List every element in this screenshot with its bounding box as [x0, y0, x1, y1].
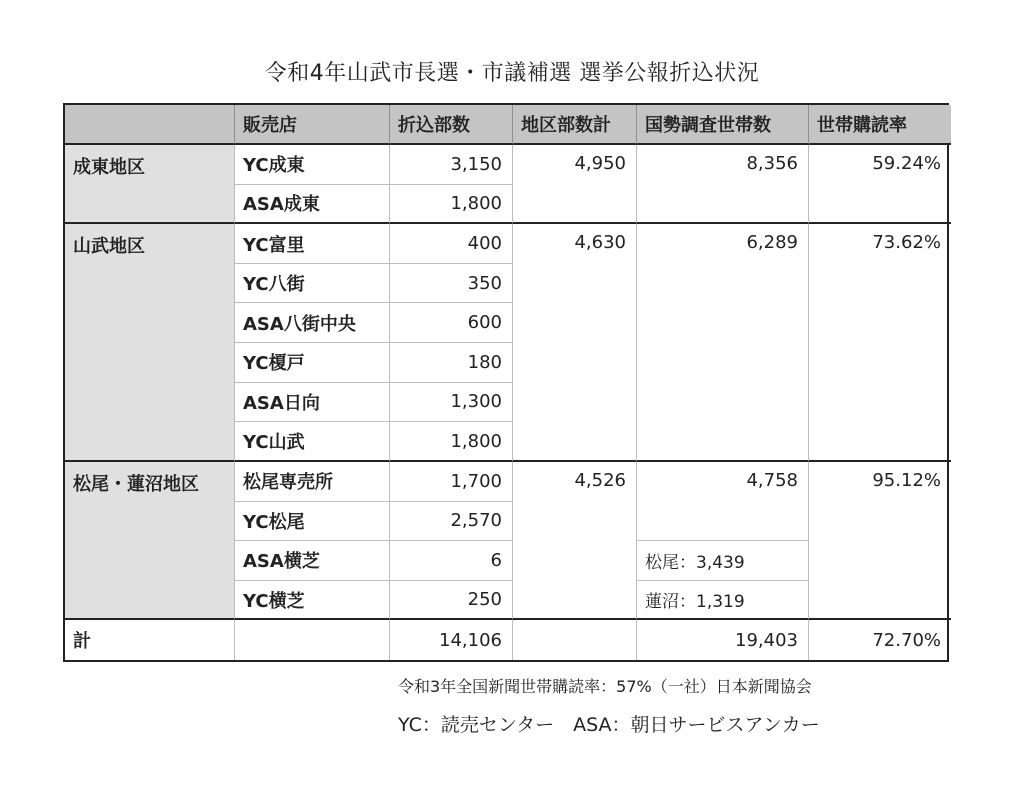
shop-name: YC横芝 [235, 581, 390, 621]
district-households: 6,289 [637, 224, 809, 462]
total-subtotal-empty [513, 620, 637, 660]
shop-name: ASA成東 [235, 185, 390, 225]
shop-name: YC松尾 [235, 502, 390, 542]
shop-count: 6 [390, 541, 513, 581]
district-name: 山武地区 [65, 224, 235, 462]
district-rate: 59.24% [809, 145, 951, 224]
shop-count: 180 [390, 343, 513, 383]
shop-name: YC八街 [235, 264, 390, 304]
district-households: 8,356 [637, 145, 809, 224]
shop-name: YC山武 [235, 422, 390, 462]
district-name: 松尾・蓮沼地区 [65, 462, 235, 620]
footnote-national-rate: 令和3年全国新聞世帯購読率：57%（一社）日本新聞協会 [398, 677, 812, 696]
shop-count: 1,300 [390, 383, 513, 423]
shop-count: 1,700 [390, 462, 513, 502]
district-subtotal: 4,950 [513, 145, 637, 224]
district-households: 4,758 [637, 462, 809, 541]
shop-name: YC榎戸 [235, 343, 390, 383]
households-breakdown-hasunuma: 蓮沼：1,319 [637, 581, 809, 621]
shop-count: 1,800 [390, 185, 513, 225]
shop-count: 250 [390, 581, 513, 621]
district-subtotal: 4,526 [513, 462, 637, 620]
district-rate: 73.62% [809, 224, 951, 462]
shop-count: 2,570 [390, 502, 513, 542]
shop-count: 600 [390, 303, 513, 343]
header-shop: 販売店 [235, 105, 390, 145]
header-insert-count: 折込部数 [390, 105, 513, 145]
households-breakdown-matsuo: 松尾：3,439 [637, 541, 809, 581]
shop-count: 400 [390, 224, 513, 264]
subscription-table [63, 103, 949, 662]
district-name: 成東地区 [65, 145, 235, 224]
total-label: 計 [65, 620, 235, 660]
district-subtotal: 4,630 [513, 224, 637, 462]
shop-name: ASA八街中央 [235, 303, 390, 343]
shop-name: YC成東 [235, 145, 390, 185]
shop-count: 3,150 [390, 145, 513, 185]
page-title: 令和4年山武市長選・市議補選 選挙公報折込状況 [264, 61, 760, 86]
header-census-households: 国勢調査世帯数 [637, 105, 809, 145]
total-households: 19,403 [637, 620, 809, 660]
shop-count: 350 [390, 264, 513, 304]
shop-name: YC富里 [235, 224, 390, 264]
shop-count: 1,800 [390, 422, 513, 462]
header-district [65, 105, 235, 145]
shop-name: ASA横芝 [235, 541, 390, 581]
shop-name: 松尾専売所 [235, 462, 390, 502]
total-shop-empty [235, 620, 390, 660]
footnote-legend: YC：読売センター ASA：朝日サービスアンカー [398, 714, 820, 736]
district-rate: 95.12% [809, 462, 951, 620]
header-district-total: 地区部数計 [513, 105, 637, 145]
total-rate: 72.70% [872, 629, 941, 651]
shop-name: ASA日向 [235, 383, 390, 423]
total-count: 14,106 [390, 620, 513, 660]
header-household-rate: 世帯購読率 [809, 105, 951, 145]
